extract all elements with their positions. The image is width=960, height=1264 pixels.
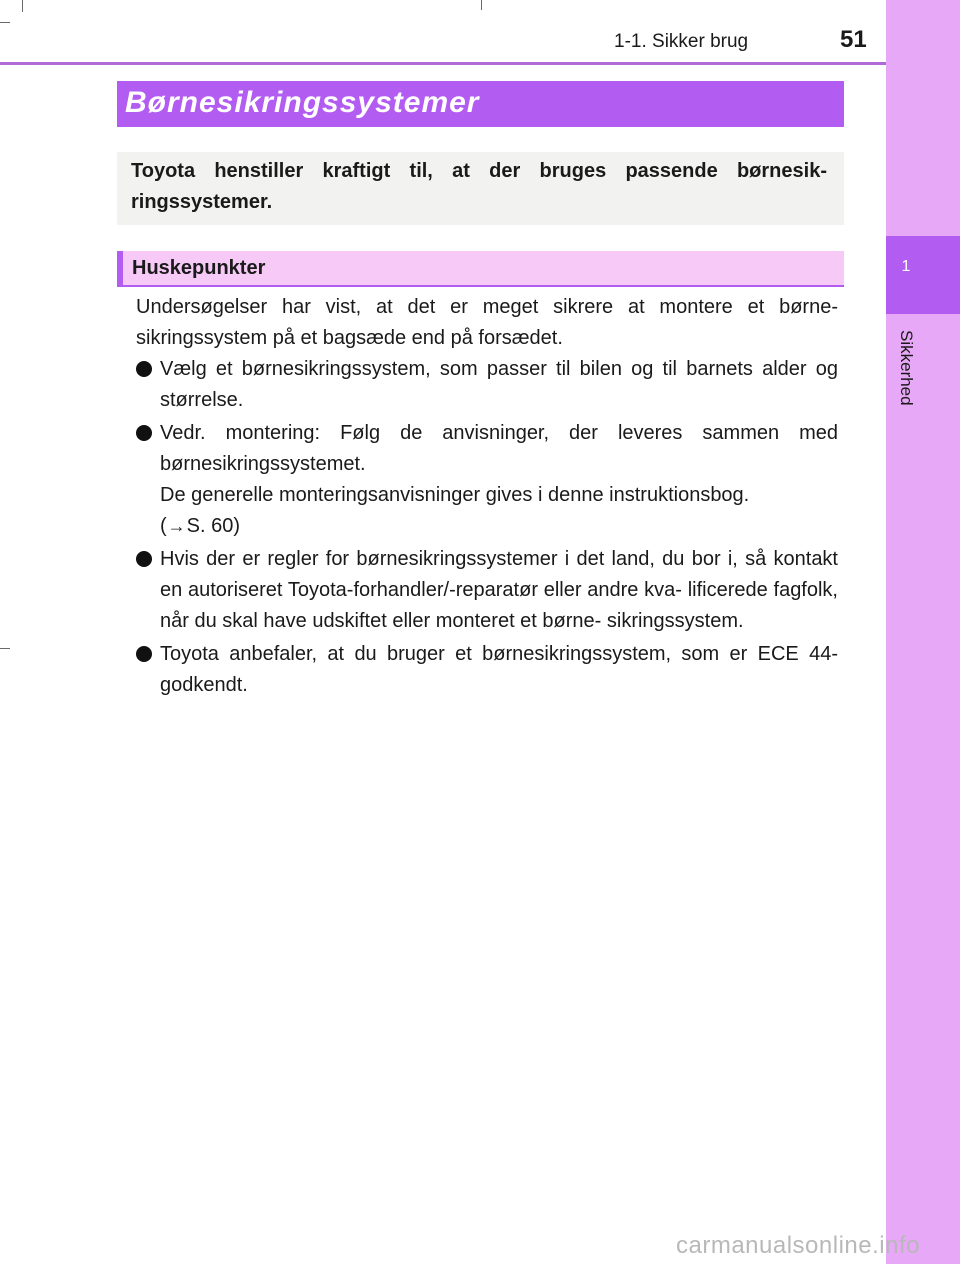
subheading: Huskepunkter <box>132 257 266 279</box>
subheading-accent <box>117 251 123 287</box>
bullet-text: Hvis der er regler for børnesikringssystemer i det land, du bor i, så kontakt en autoriseret Toyota-forhandler/-reparatør eller andre kva- lificerede fagfolk, når du skal have udskiftet eller monteret et børne- sikringssystem. <box>160 548 838 632</box>
side-strip <box>886 0 960 1264</box>
intro-box <box>117 152 844 225</box>
bullet-extra-text: De generelle monteringsanvisninger gives i denne instruktionsbog. <box>160 484 750 506</box>
list-item <box>136 354 838 416</box>
title-bar <box>117 81 844 127</box>
crop-mark <box>0 22 10 23</box>
crop-mark <box>0 648 10 649</box>
header-rule <box>0 62 886 65</box>
page-title: Børnesikringssystemer <box>125 86 480 119</box>
reference-text: S. 60) <box>186 515 241 537</box>
bullet-icon <box>136 425 152 441</box>
bullet-icon <box>136 361 152 377</box>
subheading-bar <box>117 251 844 287</box>
list-item <box>136 639 838 701</box>
section-label: 1-1. Sikker brug <box>614 31 749 52</box>
chapter-tab[interactable] <box>886 236 960 314</box>
list-item <box>136 418 838 542</box>
page-number: 51 <box>840 26 867 53</box>
arrow-right-icon: → <box>167 516 186 536</box>
body-paragraph: Undersøgelser har vist, at det er meget sikrere at montere et børne- sikringssystem på et bagsæde end på forsædet. <box>136 296 838 349</box>
bullet-icon <box>136 551 152 567</box>
bullet-text: Vedr. montering: Følg de anvisninger, der leveres sammen med børnesikringssystemet. <box>160 422 838 475</box>
list-item <box>136 544 838 637</box>
bullet-list <box>136 354 838 703</box>
chapter-name: Sikkerhed <box>897 330 916 406</box>
crop-mark <box>22 0 23 12</box>
chapter-number: 1 <box>901 258 911 275</box>
bullet-icon <box>136 646 152 662</box>
reference-open-paren: ( <box>160 515 167 537</box>
crop-mark <box>481 0 482 10</box>
watermark: carmanualsonline.info <box>676 1232 920 1259</box>
bullet-text: Vælg et børnesikringssystem, som passer til bilen og til barnets alder og størrelse. <box>160 358 838 411</box>
intro-text: Toyota henstiller kraftigt til, at der bruges passende børnesik- ringssystemer. <box>131 160 827 213</box>
page-reference[interactable] <box>160 511 838 542</box>
bullet-text: Toyota anbefaler, at du bruger et børnesikringssystem, som er ECE 44-godkendt. <box>160 643 838 696</box>
